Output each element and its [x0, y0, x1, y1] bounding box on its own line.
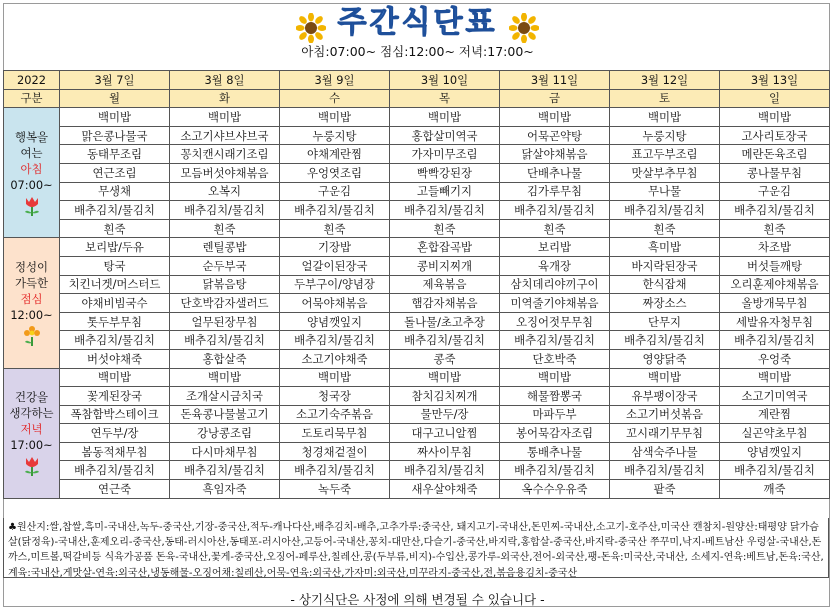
menu-cell: 백미밥: [500, 108, 610, 127]
date-cell: 3월 9일: [280, 71, 390, 90]
menu-cell: 렌틸콩밥: [170, 238, 280, 257]
menu-cell: 계란찜: [720, 405, 830, 424]
breakfast-row: [4, 219, 830, 238]
menu-cell: 흰죽: [610, 219, 720, 238]
menu-cell: 조개살시금치국: [170, 387, 280, 406]
menu-cell: 봄동적채무침: [60, 442, 170, 461]
menu-cell: 동태무조림: [60, 145, 170, 164]
menu-cell: 야채계란찜: [280, 145, 390, 164]
menu-cell: 통배추나물: [500, 442, 610, 461]
menu-cell: 흰죽: [60, 219, 170, 238]
menu-cell: 청국장: [280, 387, 390, 406]
menu-cell: 구운김: [280, 182, 390, 201]
menu-cell: 새우살야채죽: [390, 480, 500, 499]
menu-cell: 배추김치/물김치: [280, 331, 390, 350]
menu-cell: 톳두부무침: [60, 312, 170, 331]
meal-label-name: 저녁: [20, 422, 43, 437]
meal-label-line1: 건강을: [14, 390, 48, 405]
menu-cell: 배추김치/물김치: [720, 201, 830, 220]
menu-cell: 배추김치/물김치: [500, 331, 610, 350]
menu-cell: 백미밥: [500, 368, 610, 387]
menu-cell: 한식잡채: [610, 275, 720, 294]
page-title: 주간식단표: [337, 5, 498, 40]
menu-cell: 단호박감자샐러드: [170, 294, 280, 313]
menu-cell: 배추김치/물김치: [170, 461, 280, 480]
menu-cell: 백미밥: [170, 368, 280, 387]
menu-cell: 혼합잡곡밥: [390, 238, 500, 257]
dinner-label-cell: [4, 368, 60, 498]
menu-cell: 콩나물무침: [720, 163, 830, 182]
menu-cell: 제육볶음: [390, 275, 500, 294]
menu-cell: 기장밥: [280, 238, 390, 257]
weekday-cell: 화: [170, 89, 280, 108]
menu-table: [3, 70, 830, 499]
menu-cell: 꽃게된장국: [60, 387, 170, 406]
dinner-row: [4, 424, 830, 443]
menu-cell: 대구고니알찜: [390, 424, 500, 443]
menu-cell: 강낭콩조림: [170, 424, 280, 443]
menu-cell: 두부구이/양념장: [280, 275, 390, 294]
menu-cell: 흰죽: [390, 219, 500, 238]
menu-cell: 백미밥: [390, 368, 500, 387]
menu-cell: 백미밥: [390, 108, 500, 127]
menu-cell: 녹두죽: [280, 480, 390, 499]
meal-label-line1: 행복을: [14, 129, 48, 144]
menu-cell: 김가루무침: [500, 182, 610, 201]
breakfast-row: [4, 108, 830, 127]
menu-cell: 연두부/장: [60, 424, 170, 443]
menu-cell: 오징어젓무무침: [500, 312, 610, 331]
lunch-row: [4, 238, 830, 257]
weekday-cell: 토: [610, 89, 720, 108]
menu-cell: 구운김: [720, 182, 830, 201]
menu-cell: 우엉죽: [720, 349, 830, 368]
menu-cell: 흰죽: [280, 219, 390, 238]
menu-cell: 고사리토장국: [720, 126, 830, 145]
menu-cell: 누룽지탕: [610, 126, 720, 145]
tulip-icon: [21, 195, 43, 217]
menu-cell: 배추김치/물김치: [500, 201, 610, 220]
lunch-row: [4, 256, 830, 275]
dinner-row: [4, 461, 830, 480]
menu-cell: 짜사이무침: [390, 442, 500, 461]
footer-notice: - 상기식단은 사정에 의해 변경될 수 있습니다 -: [290, 592, 545, 607]
menu-cell: 배추김치/물김치: [60, 461, 170, 480]
date-cell: 3월 10일: [390, 71, 500, 90]
lunch-row: [4, 331, 830, 350]
menu-cell: 청경채겉절이: [280, 442, 390, 461]
menu-cell: 백미밥: [280, 108, 390, 127]
menu-cell: 맑은콩나물국: [60, 126, 170, 145]
lunch-row: [4, 294, 830, 313]
menu-cell: 배추김치/물김치: [610, 331, 720, 350]
breakfast-row: [4, 145, 830, 164]
menu-cell: 흑미밥: [610, 238, 720, 257]
menu-cell: 팥죽: [610, 480, 720, 499]
menu-cell: 바지락된장국: [610, 256, 720, 275]
menu-cell: 콩비지찌개: [390, 256, 500, 275]
menu-cell: 소고기버섯볶음: [610, 405, 720, 424]
dinner-row: [4, 480, 830, 499]
menu-cell: 양념깻잎지: [720, 442, 830, 461]
menu-cell: 콩죽: [390, 349, 500, 368]
meal-label-time: 12:00~: [10, 307, 53, 322]
menu-cell: 흰죽: [500, 219, 610, 238]
menu-cell: 옥수수우유죽: [500, 480, 610, 499]
meal-label-time: 17:00~: [10, 438, 53, 453]
date-cell: 3월 8일: [170, 71, 280, 90]
menu-cell: 흑임자죽: [170, 480, 280, 499]
menu-cell: 배추김치/물김치: [610, 201, 720, 220]
page-header: [0, 0, 835, 68]
breakfast-row: [4, 163, 830, 182]
date-cell: 3월 12일: [610, 71, 720, 90]
menu-cell: 우엉엿조림: [280, 163, 390, 182]
menu-cell: 백미밥: [720, 368, 830, 387]
menu-cell: 어묵곤약탕: [500, 126, 610, 145]
dinner-row: [4, 405, 830, 424]
menu-cell: 육개장: [500, 256, 610, 275]
menu-cell: 실곤약초무침: [720, 424, 830, 443]
date-cell: 3월 11일: [500, 71, 610, 90]
menu-cell: 세발유자청무침: [720, 312, 830, 331]
menu-cell: 백미밥: [60, 368, 170, 387]
sun-flower-icon: [296, 13, 326, 43]
menu-cell: 버섯들깨탕: [720, 256, 830, 275]
menu-cell: 가자미무조림: [390, 145, 500, 164]
menu-cell: 소고기샤브샤브국: [170, 126, 280, 145]
menu-cell: 소고기야채죽: [280, 349, 390, 368]
menu-cell: 표고두부조림: [610, 145, 720, 164]
menu-cell: 도토리묵무침: [280, 424, 390, 443]
menu-cell: 백미밥: [170, 108, 280, 127]
meal-label-line2: 여는: [20, 145, 43, 160]
breakfast-label-cell: [4, 108, 60, 238]
meal-label-line2: 생각하는: [9, 406, 54, 421]
menu-cell: 순두부국: [170, 256, 280, 275]
gubun-cell: 구분: [4, 89, 60, 108]
dinner-row: [4, 442, 830, 461]
menu-cell: 미역줄기야채볶음: [500, 294, 610, 313]
menu-cell: 단배추나물: [500, 163, 610, 182]
weekday-cell: 목: [390, 89, 500, 108]
weekday-cell: 금: [500, 89, 610, 108]
menu-cell: 깨죽: [720, 480, 830, 499]
menu-cell: 소고기숙주볶음: [280, 405, 390, 424]
year-cell: 2022: [4, 71, 60, 90]
menu-cell: 연근조림: [60, 163, 170, 182]
menu-cell: 닭살야채볶음: [500, 145, 610, 164]
menu-cell: 올방개묵무침: [720, 294, 830, 313]
meal-label-name: 점심: [20, 291, 43, 306]
menu-cell: 배추김치/물김치: [280, 461, 390, 480]
menu-cell: 배추김치/물김치: [170, 331, 280, 350]
breakfast-row: [4, 126, 830, 145]
menu-cell: 흰죽: [720, 219, 830, 238]
menu-cell: 차조밥: [720, 238, 830, 257]
menu-cell: 무나물: [610, 182, 720, 201]
menu-cell: 얼무된장무침: [170, 312, 280, 331]
menu-cell: 무생채: [60, 182, 170, 201]
menu-cell: 백미밥: [610, 368, 720, 387]
meal-times: 아침:07:00~ 점심:12:00~ 저녁:17:00~: [301, 44, 534, 59]
menu-cell: 삼색숙주나물: [610, 442, 720, 461]
menu-cell: 배추김치/물김치: [60, 201, 170, 220]
menu-cell: 백미밥: [610, 108, 720, 127]
origin-note: ♣원산지:쌀,찹쌀,흑미-국내산,녹두-중국산,기장-중국산,적두-캐나다산,배추김치-배추,고추가루:중국산, 돼지고기-국내산,돈민찌-국내산,소고기-호주산,미국산 캔참치-원양산:태평양 닭가슴살(닭정육)-국내산,훈제오리-중국산,동태-러시아산,동태포-러시아산,고등어-국내산,꽁치-대만산,다슬기-중국산,바지락,홍합살-중국산,바지락-중국산 쭈꾸미,낙지-베트남산 우렁살-국내산,돈까스,미트볼,떡갈비등 식육가공품 돈육-국내산,꽃게-중국산,오징어-페루산,칠레산,콩(두부류,비지)-수입산,콩가루-외국산,전어-외국산,팽-돈육:미국산,국내산, 소세지-연육:베트남,돈육:국산,계육:국내산,게맛살-연육:외국산,냉동해물-오징어채:칠레산,어묵-연육:외국산,가자미:외국산,미꾸라지-중국산,전,볶음용김치-중국산: [3, 518, 829, 578]
lunch-row: [4, 349, 830, 368]
menu-cell: 폭참함박스테이크: [60, 405, 170, 424]
menu-cell: 홍합살미역국: [390, 126, 500, 145]
menu-cell: 보리밥: [500, 238, 610, 257]
menu-cell: 맛살부추무침: [610, 163, 720, 182]
menu-cell: 흰죽: [170, 219, 280, 238]
menu-cell: 배추김치/물김치: [720, 461, 830, 480]
menu-cell: 닭볶음탕: [170, 275, 280, 294]
menu-cell: 빡빡강된장: [390, 163, 500, 182]
menu-cell: 배추김치/물김치: [720, 331, 830, 350]
menu-cell: 백미밥: [60, 108, 170, 127]
menu-cell: 누룽지탕: [280, 126, 390, 145]
menu-cell: 배추김치/물김치: [390, 461, 500, 480]
weekday-cell: 월: [60, 89, 170, 108]
flower-icon: [21, 325, 43, 347]
weekday-cell: 일: [720, 89, 830, 108]
weekday-cell: 수: [280, 89, 390, 108]
menu-cell: 백미밥: [280, 368, 390, 387]
menu-cell: 다시마채무침: [170, 442, 280, 461]
menu-cell: 고들빼기지: [390, 182, 500, 201]
menu-cell: 마파두부: [500, 405, 610, 424]
menu-cell: 단호박죽: [500, 349, 610, 368]
menu-cell: 단무지: [610, 312, 720, 331]
menu-cell: 모듬버섯야채볶음: [170, 163, 280, 182]
meal-label-line1: 정성이: [14, 259, 48, 274]
menu-cell: 배추김치/물김치: [170, 201, 280, 220]
menu-cell: 보리밥/두유: [60, 238, 170, 257]
menu-cell: 버섯야채죽: [60, 349, 170, 368]
menu-cell: 치킨너겟/머스터드: [60, 275, 170, 294]
menu-cell: 참치김치찌개: [390, 387, 500, 406]
meal-label-time: 07:00~: [10, 177, 53, 192]
menu-cell: 탕국: [60, 256, 170, 275]
menu-cell: 꽁치캔시래기조림: [170, 145, 280, 164]
meal-label-line2: 가득한: [14, 275, 48, 290]
menu-cell: 물만두/장: [390, 405, 500, 424]
menu-cell: 짜장소스: [610, 294, 720, 313]
menu-cell: 연근죽: [60, 480, 170, 499]
menu-cell: 소고기미역국: [720, 387, 830, 406]
breakfast-row: [4, 201, 830, 220]
date-cell: 3월 13일: [720, 71, 830, 90]
menu-cell: 유부팽이장국: [610, 387, 720, 406]
menu-cell: 돈육콩나물불고기: [170, 405, 280, 424]
menu-cell: 얼갈이된장국: [280, 256, 390, 275]
menu-cell: 메란돈육조림: [720, 145, 830, 164]
breakfast-row: [4, 182, 830, 201]
menu-cell: 홍합살죽: [170, 349, 280, 368]
menu-cell: 삼치데리야끼구이: [500, 275, 610, 294]
date-row: [4, 71, 830, 90]
menu-cell: 배추김치/물김치: [610, 461, 720, 480]
dinner-row: [4, 368, 830, 387]
lunch-label-cell: [4, 238, 60, 368]
menu-cell: 봉어묵감자조림: [500, 424, 610, 443]
meal-label-name: 아침: [20, 161, 43, 176]
lunch-row: [4, 312, 830, 331]
menu-cell: 돌나물/초고추장: [390, 312, 500, 331]
menu-cell: 햄감자채볶음: [390, 294, 500, 313]
menu-cell: 영양닭죽: [610, 349, 720, 368]
menu-cell: 배추김치/물김치: [60, 331, 170, 350]
menu-cell: 백미밥: [720, 108, 830, 127]
menu-cell: 오복지: [170, 182, 280, 201]
tulip-icon: [21, 455, 43, 477]
menu-cell: 야채비빔국수: [60, 294, 170, 313]
menu-cell: 배추김치/물김치: [390, 201, 500, 220]
menu-cell: 배추김치/물김치: [500, 461, 610, 480]
menu-cell: 꼬시래기무무침: [610, 424, 720, 443]
date-cell: 3월 7일: [60, 71, 170, 90]
menu-cell: 해물짬뽕국: [500, 387, 610, 406]
weekday-row: [4, 89, 830, 108]
menu-cell: 어묵야채볶음: [280, 294, 390, 313]
menu-cell: 배추김치/물김치: [280, 201, 390, 220]
dinner-row: [4, 387, 830, 406]
lunch-row: [4, 275, 830, 294]
menu-cell: 배추김치/물김치: [390, 331, 500, 350]
title-block: [0, 6, 835, 43]
menu-cell: 오리훈제야채볶음: [720, 275, 830, 294]
sun-flower-icon: [509, 13, 539, 43]
menu-cell: 양념깻잎지: [280, 312, 390, 331]
